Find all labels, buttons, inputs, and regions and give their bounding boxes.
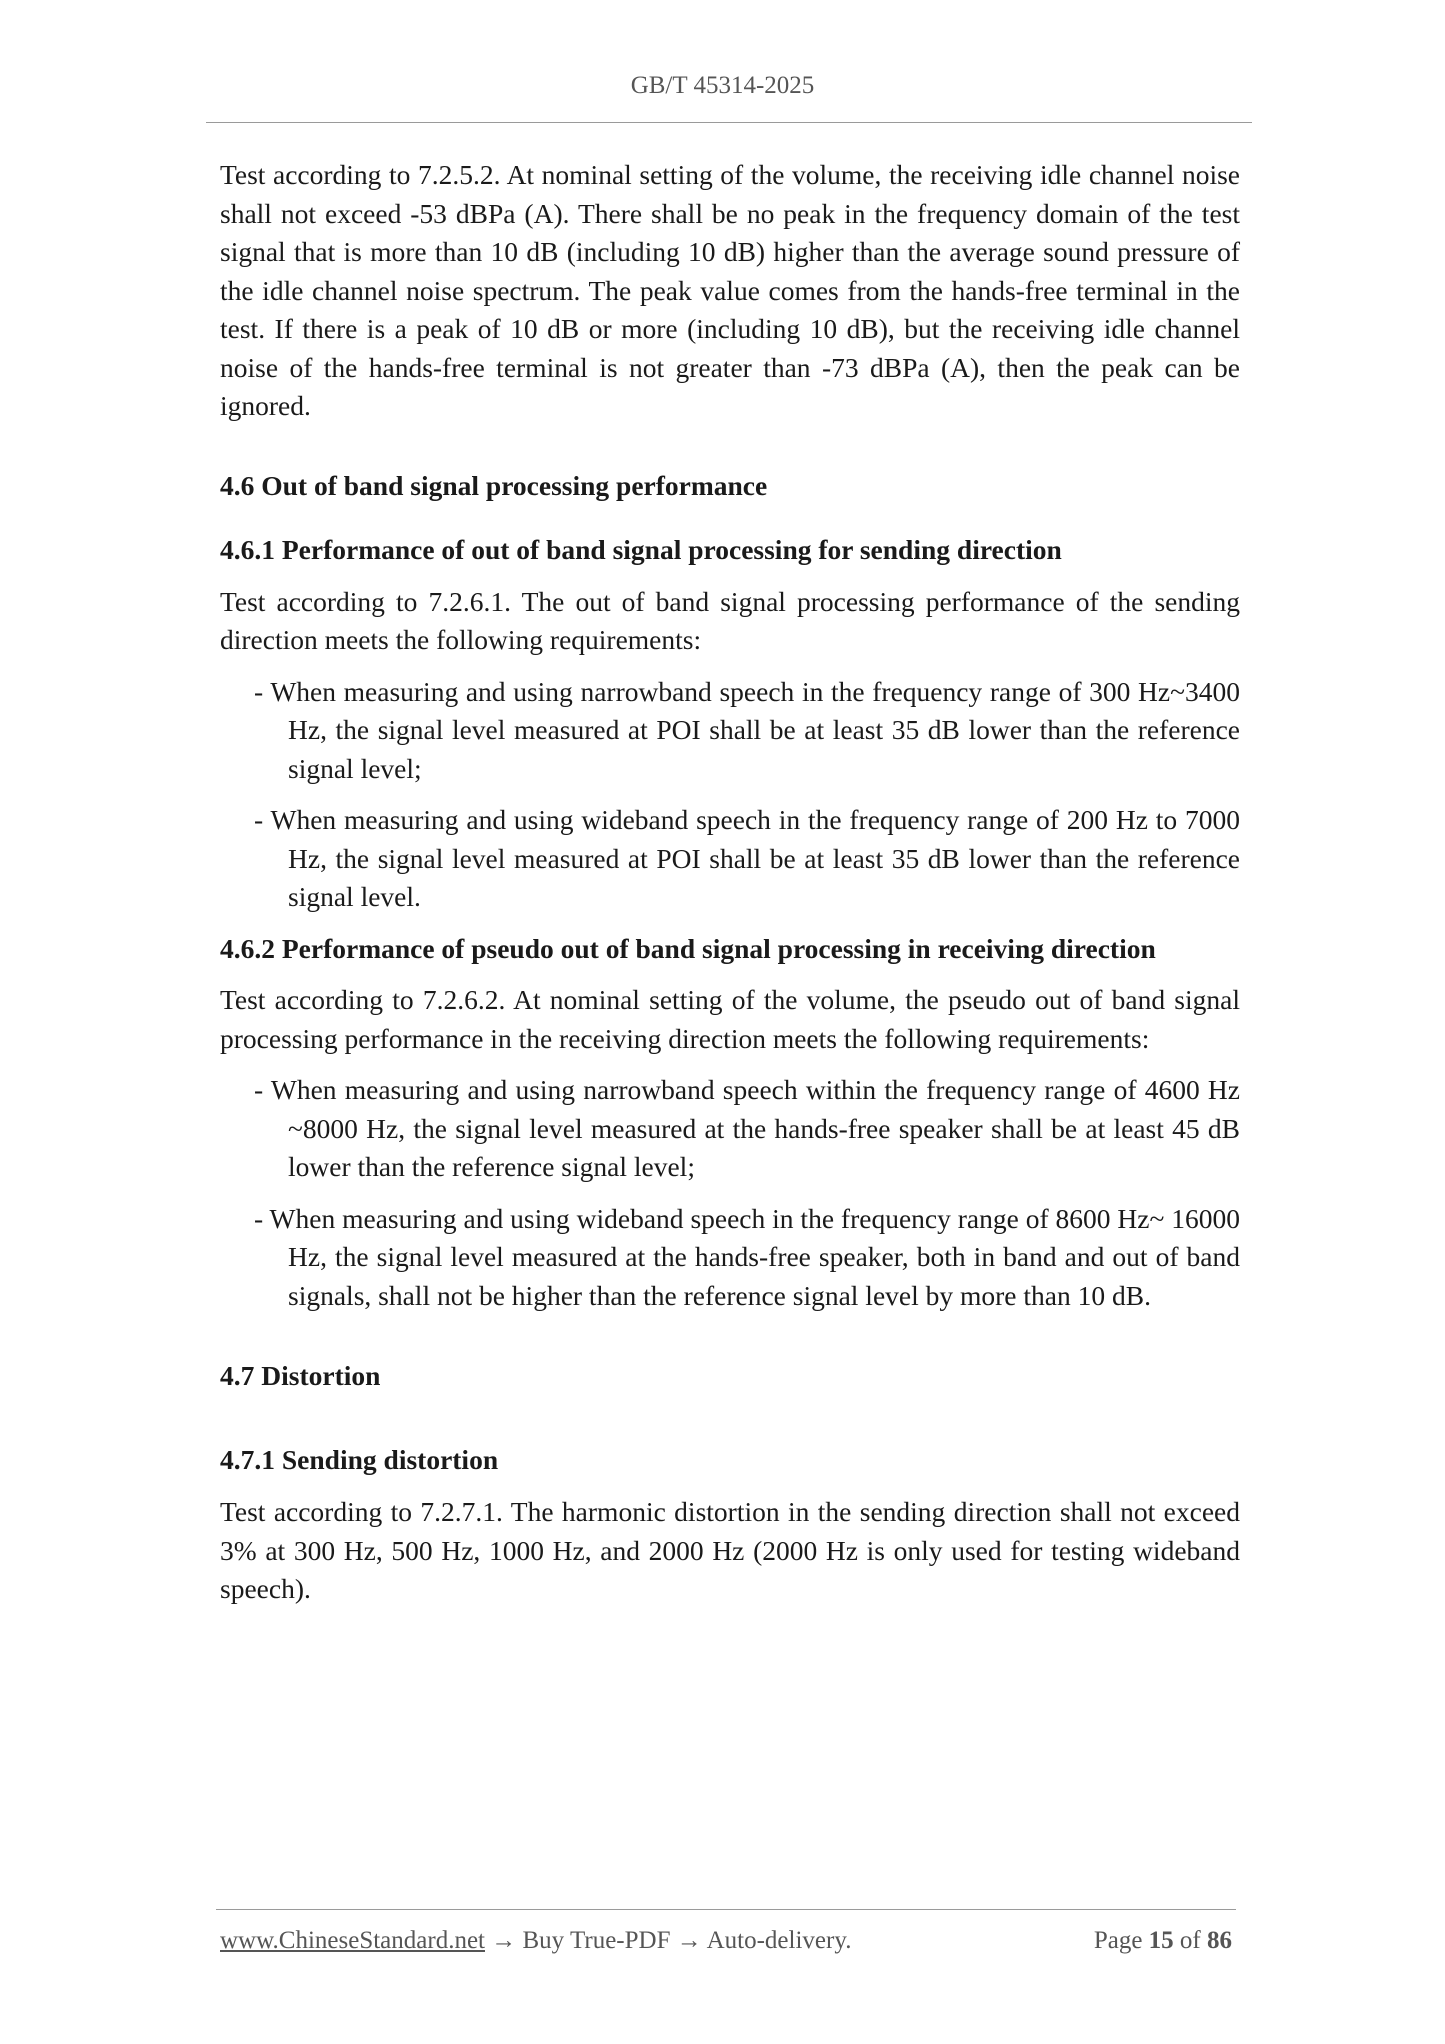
buy-true-pdf-text: Buy True-PDF [522,1927,671,1954]
heading-4-6-1: 4.6.1 Performance of out of band signal processing for sending direction [220,534,1062,565]
auto-delivery-text: Auto-delivery. [706,1927,852,1954]
of-label: of [1179,1927,1201,1954]
document-body [220,156,1240,1609]
paragraph-4-7-1: Test according to 7.2.7.1. The harmonic distortion in the sending direction shall not exceed 3% at 300 Hz, 500 Hz, 1000 Hz, and 2000 Hz (2000 Hz is only used for testing wideband speech). [220,1496,1240,1604]
header-divider [206,122,1252,123]
document-header-title: GB/T 45314-2025 [630,72,815,99]
chinesestandard-link[interactable]: www.ChineseStandard.net [220,1927,485,1954]
list-item-wideband-send: - When measuring and using wideband speech in the frequency range of 200 Hz to 7000 Hz, the signal level measured at POI shall be at least 35 dB lower than the reference signal level. [254,804,1240,912]
heading-4-7: 4.7 Distortion [220,1360,381,1391]
arrow-right-icon: → [491,1927,517,1954]
total-page-count: 86 [1207,1927,1232,1954]
footer-divider [216,1909,1236,1910]
paragraph-4-6-2: Test according to 7.2.6.2. At nominal setting of the volume, the pseudo out of band signal processing performance in the receiving direction meets the following requirements: [220,984,1240,1054]
heading-4-7-1: 4.7.1 Sending distortion [220,1443,499,1475]
list-item-wideband-receive: - When measuring and using wideband speech in the frequency range of 8600 Hz~ 16000 Hz, the signal level measured at the hands-free speaker, both in band and out of band signals, shall not be higher than the reference signal level by more than 10 dB. [254,1202,1240,1311]
paragraph-idle-noise: Test according to 7.2.5.2. At nominal setting of the volume, the receiving idle channel noise shall not exceed -53 dBPa (A). There shall be no peak in the frequency domain of the test signal that is more than 10 dB (including 10 dB) higher than the average sound pressure of the idle channel noise spectrum. The peak value comes from the hands-free terminal in the test. If there is a peak of 10 dB or more (including 10 dB), but the receiving idle channel noise of the hands-free terminal is not greater than -73 dBPa (A), then the peak can be ignored. [220,159,1240,421]
arrow-right-icon: → [676,1927,702,1954]
paragraph-4-6-1: Test according to 7.2.6.1. The out of band signal processing performance of the sending direction meets the following requirements: [220,585,1240,655]
heading-4-6-2: 4.6.2 Performance of pseudo out of band signal processing in receiving direction [220,932,1156,964]
page-number-indicator [1094,1927,1232,1955]
page-label: Page [1093,1927,1143,1954]
footer-promo [220,1927,851,1955]
current-page-number: 15 [1148,1927,1174,1954]
heading-4-6: 4.6 Out of band signal processing performance [220,469,768,501]
list-item-narrowband-receive: - When measuring and using narrowband speech within the frequency range of 4600 Hz ~8000 Hz, the signal level measured at the hands-free speaker shall be at least 45 dB lower than the reference signal level; [254,1074,1240,1182]
list-item-narrowband-send: - When measuring and using narrowband speech in the frequency range of 300 Hz~3400 Hz, the signal level measured at POI shall be at least 35 dB lower than the reference signal level; [254,675,1240,784]
page-footer [220,1927,1232,1955]
